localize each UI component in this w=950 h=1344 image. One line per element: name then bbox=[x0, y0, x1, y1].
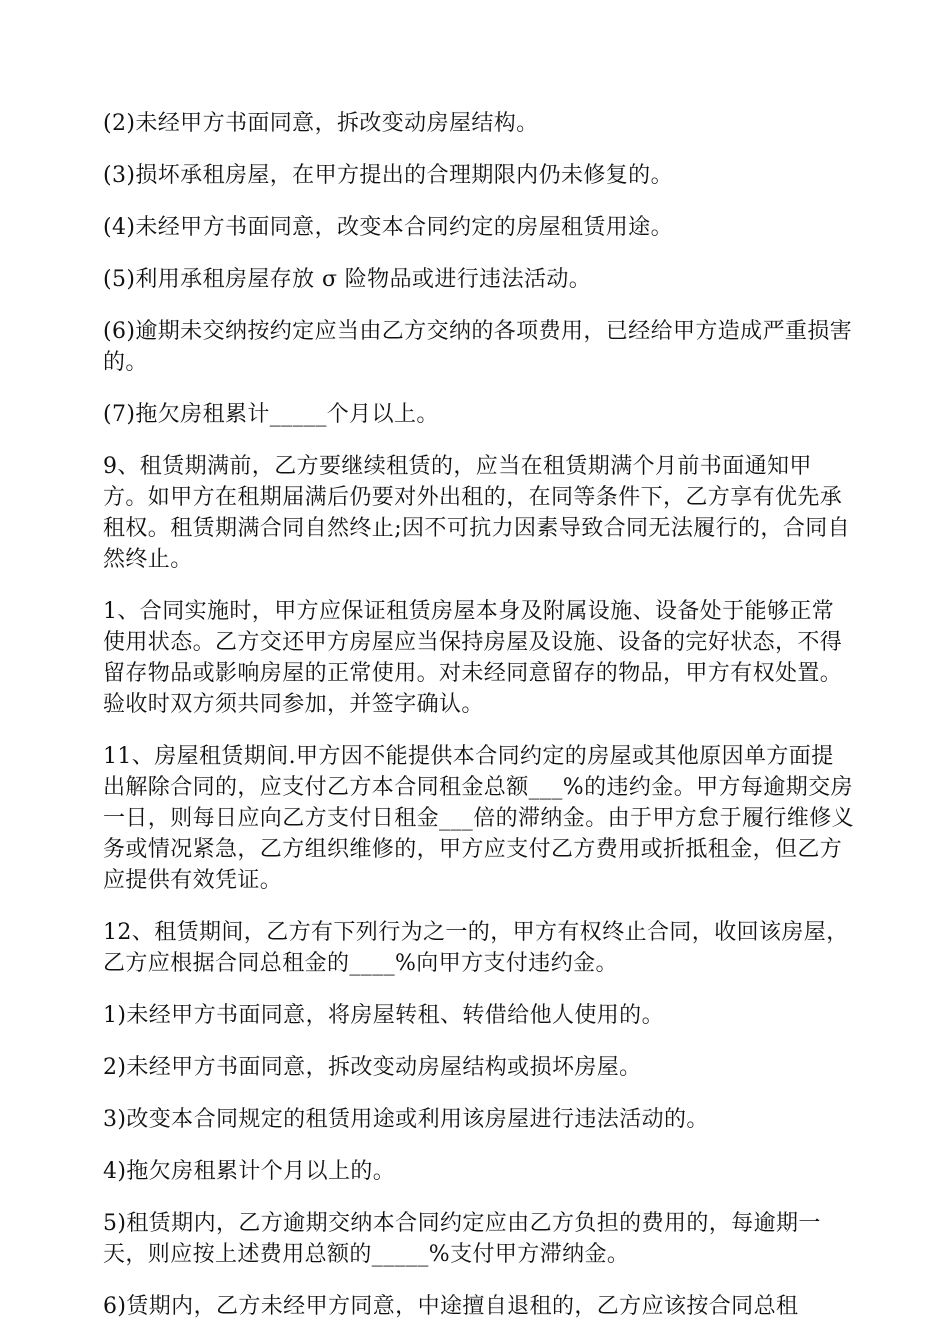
clause-7: (7)拖欠房租累计_____个月以上。 bbox=[103, 402, 439, 427]
clause-6: (6)逾期未交纳按约定应当由乙方交纳的各项费用，已经给甲方造成严重损害的。 bbox=[103, 319, 853, 375]
section-12: 12、租赁期间，乙方有下列行为之一的，甲方有权终止合同，收回该房屋，乙方应根据合同总租金的____%向甲方支付违约金。 bbox=[103, 920, 849, 976]
item-5: 5)租赁期内，乙方逾期交纳本合同约定应由乙方负担的费用的，每逾期一天，则应按上述费用总额的_____%支付甲方滞纳金。 bbox=[103, 1211, 821, 1267]
document-body bbox=[103, 108, 855, 1343]
clause-2: (2)未经甲方书面同意，拆改变动房屋结构。 bbox=[103, 111, 539, 136]
item-3: 3)改变本合同规定的租赁用途或利用该房屋进行违法活动的。 bbox=[103, 1107, 709, 1132]
item-6: 6)赁期内，乙方未经甲方同意，中途擅自退租的，乙方应该按合同总租 bbox=[103, 1294, 799, 1319]
section-11: 11、房屋租赁期间.甲方因不能提供本合同约定的房屋或其他原因单方面提出解除合同的，应支付乙方本合同租金总额___%的违约金。甲方每逾期交房一日，则每日应向乙方支付日租金___倍的滞纳金。由于甲方怠于履行维修义务或情况紧急，乙方组织维修的，甲方应支付乙方费用或折抵租金，但乙方应提供有效凭证。 bbox=[103, 744, 855, 893]
item-1: 1)未经甲方书面同意，将房屋转租、转借给他人使用的。 bbox=[103, 1003, 664, 1028]
clause-4: (4)未经甲方书面同意，改变本合同约定的房屋租赁用途。 bbox=[103, 215, 673, 240]
item-2: 2)未经甲方书面同意，拆改变动房屋结构或损坏房屋。 bbox=[103, 1055, 642, 1080]
clause-5: (5)利用承租房屋存放 σ 险物品或进行违法活动。 bbox=[103, 267, 592, 292]
section-9: 9、租赁期满前，乙方要继续租赁的，应当在租赁期满个月前书面通知甲方。如甲方在租期届满后仍要对外出租的，在同等条件下，乙方享有优先承租权。租赁期满合同自然终止;因不可抗力因素导致合同无法履行的，合同自然终止。 bbox=[103, 454, 851, 572]
item-4: 4)拖欠房租累计个月以上的。 bbox=[103, 1159, 396, 1184]
clause-3: (3)损坏承租房屋，在甲方提出的合理期限内仍未修复的。 bbox=[103, 163, 673, 188]
section-1: 1、合同实施时，甲方应保证租赁房屋本身及附属设施、设备处于能够正常使用状态。乙方交还甲方房屋应当保持房屋及设施、设备的完好状态，不得留存物品或影响房屋的正常使用。对未经同意留存的物品，甲方有权处置。验收时双方须共同参加，并签字确认。 bbox=[103, 599, 843, 717]
